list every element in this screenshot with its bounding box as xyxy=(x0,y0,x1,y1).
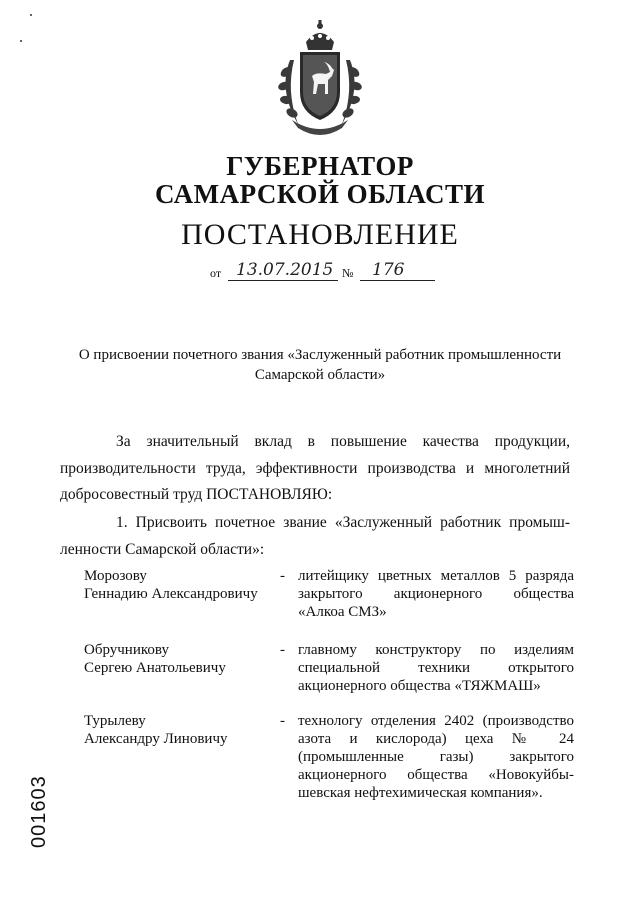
awardee-position xyxy=(298,641,574,695)
number-label: № xyxy=(342,266,354,280)
date-number-line xyxy=(210,262,440,282)
scan-speck xyxy=(20,40,22,42)
awardee-given-names: Александру Линовичу xyxy=(84,731,228,747)
authority-title-line2: САМАРСКОЙ ОБЛАСТИ xyxy=(154,179,486,209)
body-paragraph xyxy=(60,481,570,508)
authority-title-line1: ГУБЕРНАТОР xyxy=(226,151,414,181)
awardee-position xyxy=(298,567,574,621)
awardee-dash: - xyxy=(280,713,285,729)
body-text-line: добросовестный труд ПОСТАНОВЛЯЮ: xyxy=(60,486,333,503)
body-paragraph xyxy=(60,455,570,482)
awardee-position-line: акционерного общества «Новокуйбы- xyxy=(298,767,574,783)
awardee-position-line: «Алкоа СМЗ» xyxy=(298,604,387,620)
awardee-position-line: главному конструктору по изделиям xyxy=(298,642,574,658)
date-value: 13.07.2015 xyxy=(236,260,334,280)
subject-heading xyxy=(60,345,580,385)
awardee-position xyxy=(298,712,574,802)
awardee-name xyxy=(84,641,284,677)
awardee-surname: Турылеву xyxy=(84,713,146,729)
body-text-line: производительности труда, эффективности производства и многолетний xyxy=(60,460,570,477)
scan-speck xyxy=(30,14,32,16)
awardee-position-line: специальной техники открытого xyxy=(298,660,574,676)
awardee-name xyxy=(84,567,284,603)
awardee-position-line: акционерного общества «ТЯЖМАШ» xyxy=(298,678,541,694)
body-text-line: За значительный вклад в повышение качества продукции, xyxy=(116,433,570,450)
awardee-position-line: закрытого акционерного общества xyxy=(298,586,574,602)
document-type-title: ПОСТАНОВЛЕНИЕ xyxy=(181,218,459,251)
awardee-given-names: Геннадию Александровичу xyxy=(84,586,258,602)
awardee-name xyxy=(84,712,284,748)
body-paragraph xyxy=(60,428,570,455)
awardee-surname: Морозову xyxy=(84,568,147,584)
samara-coat-of-arms-icon xyxy=(272,20,368,140)
awardee-dash: - xyxy=(280,568,285,584)
subject-line: Самарской области» xyxy=(254,367,386,383)
date-underline xyxy=(228,280,338,281)
body-text-line: ленности Самарской области»: xyxy=(60,541,265,558)
awardee-position-line: (промышленные газы) закрытого xyxy=(298,749,574,765)
body-paragraph xyxy=(60,536,570,563)
awardee-position-line: технологу отделения 2402 (производство xyxy=(298,713,574,729)
awardee-surname: Обручникову xyxy=(84,642,169,658)
body-paragraph xyxy=(60,509,570,536)
awardee-position-line: шевская нефтехимическая компания». xyxy=(298,785,543,801)
awardee-dash: - xyxy=(280,642,285,658)
awardee-position-line: литейщику цветных металлов 5 разряда xyxy=(298,568,574,584)
number-underline xyxy=(360,280,435,281)
subject-line: О присвоении почетного звания «Заслуженный работник промышленности xyxy=(78,347,562,363)
number-value: 176 xyxy=(372,260,405,280)
archive-stamp-number: 001603 xyxy=(28,775,50,848)
date-label: от xyxy=(210,266,222,280)
awardee-given-names: Сергею Анатольевичу xyxy=(84,660,226,676)
body-text-line: 1. Присвоить почетное звание «Заслуженный работник промыш- xyxy=(116,514,570,531)
awardee-position-line: азота и кислорода) цеха № 24 xyxy=(298,731,574,747)
